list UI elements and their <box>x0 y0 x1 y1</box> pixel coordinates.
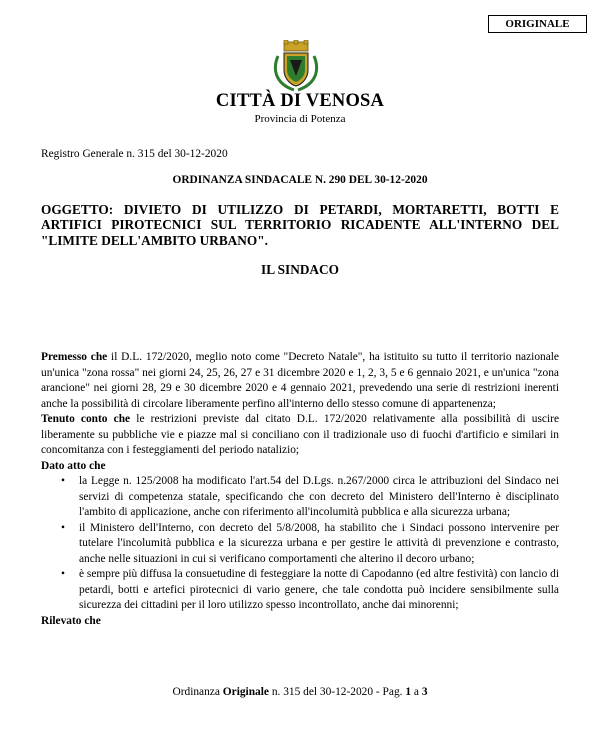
premesso-text: il D.L. 172/2020, meglio noto come "Decreto Natale", ha istituito su tutto il territorio nazionale un'unica "zona rossa" nei giorni 24, 25, 26, 27 e 31 dicembre 2020 e 1, 2, 3, 5 e 6 gennaio 2021, e un'unica "zona arancione" nei giorni 28, 29 e 30 dicembre 2020 e 4 gennaio 2021, prevedendo una serie di restrizioni inerenti anche la possibilità di circolare liberamente perfino all'interno dello stesso comune di appartenenza; <box>41 351 559 410</box>
ordinanza-title: ORDINANZA SINDACALE N. 290 DEL 30-12-2020 <box>172 174 428 186</box>
page-footer <box>0 686 600 698</box>
dato-atto-heading: Dato atto che <box>41 459 106 472</box>
oggetto-subject: OGGETTO: DIVIETO DI UTILIZZO DI PETARDI, MORTARETTI, BOTTI E ARTIFICI PIROTECNICI SUL TERRITORIO RICADENTE ALL'INTERNO DEL "LIMITE DELL'AMBITO URBANO". <box>41 202 559 248</box>
bullet-icon: • <box>61 521 65 534</box>
original-stamp: ORIGINALE <box>488 15 587 33</box>
list-item <box>41 521 559 568</box>
registro-generale: Registro Generale n. 315 del 30-12-2020 <box>41 148 228 160</box>
city-crest-icon <box>270 40 322 92</box>
document-body <box>41 350 559 629</box>
list-item <box>41 567 559 614</box>
tenuto-text: le restrizioni previste dal citato D.L. 172/2020 relativamente alla possibilità di uscire liberamente su pubbliche vie e piazze mal si conciliano con il tradizionale uso di fuochi d'artificio e similari in concomitanza con i festeggiamenti del periodo natalizio; <box>41 413 559 456</box>
footer-middle: n. 315 del 30-12-2020 - Pag. <box>268 686 406 698</box>
footer-page-number: 1 <box>405 686 412 698</box>
premesso-paragraph <box>41 350 559 412</box>
premesso-lead: Premesso che <box>41 351 108 363</box>
bullet-icon: • <box>61 568 65 580</box>
rilevato-heading: Rilevato che <box>41 614 101 627</box>
bullet-icon: • <box>61 475 65 487</box>
il-sindaco-heading: IL SINDACO <box>261 262 339 277</box>
tenuto-lead: Tenuto conto che <box>41 413 131 425</box>
tenuto-paragraph <box>41 412 559 459</box>
list-item <box>41 474 559 521</box>
list-item-text: è sempre più diffusa la consuetudine di festeggiare la notte di Capodanno (ed altre festività) con lancio di petardi, botti e artefici pirotecnici di vario genere, che tale condotta può incidere sensibilmente sulla sicurezza dei cittadini per il loro utilizzo spesso incontrollato, anche dai minorenni; <box>79 568 559 611</box>
footer-prefix: Ordinanza <box>172 686 223 698</box>
footer-sep: a <box>411 686 422 698</box>
footer-page-total: 3 <box>421 686 428 698</box>
list-item-text: il Ministero dell'Interno, con decreto del 5/8/2008, ha stabilito che i Sindaci possono intervenire per tutelare l'incolumità pubblica e la sicurezza urbana e per gestire le attività di prevenzione e contrasto, anche nelle situazioni in cui si verificano comportamenti che alterino il decoro urbano; <box>79 521 559 565</box>
province-name: Provincia di Potenza <box>254 113 346 125</box>
footer-original-label: Originale <box>222 686 269 698</box>
list-item-text: la Legge n. 125/2008 ha modificato l'art.54 del D.Lgs. n.267/2000 circa le attribuzioni del Sindaco nei servizi di competenza statale, specificando che con decreto del Ministero dell'Interno è disciplinato l'ambito di applicazione, anche con riferimento all'incolumità pubblica e alla sicurezza urbana; <box>79 475 559 518</box>
dato-atto-list <box>41 474 559 614</box>
city-name: CITTÀ DI VENOSA <box>215 91 385 111</box>
